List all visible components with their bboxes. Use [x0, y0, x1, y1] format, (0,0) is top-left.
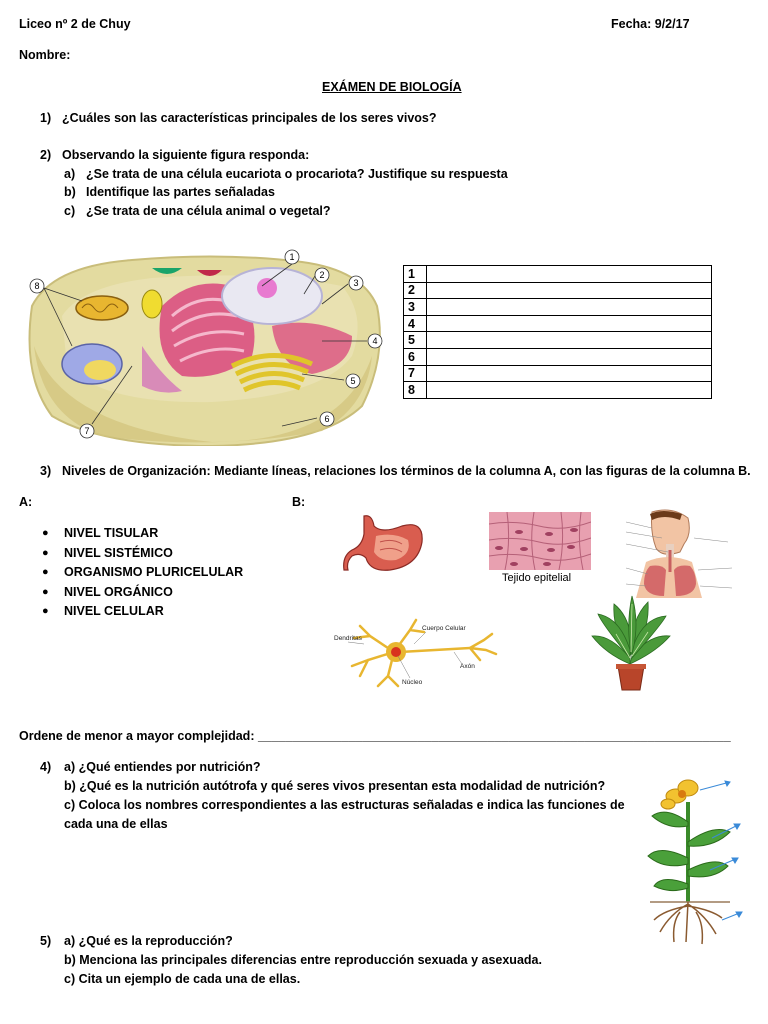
question-4-line-c-cont: cada una de ellas	[64, 817, 168, 831]
cell-callout-label: 6	[324, 414, 330, 424]
potted-plant-figure	[586, 594, 676, 694]
organization-levels-list	[40, 524, 243, 622]
question-2	[40, 148, 309, 162]
school-name: Liceo nº 2 de Chuy	[19, 17, 131, 31]
question-number: 5)	[40, 934, 52, 948]
row-number: 2	[404, 282, 427, 299]
item-letter: c)	[64, 204, 76, 218]
question-4-line-a: a) ¿Qué entiendes por nutrición?	[64, 760, 261, 774]
answer-cell[interactable]	[427, 282, 712, 299]
exam-date: Fecha: 9/2/17	[611, 17, 690, 31]
item-text: Identifique las partes señaladas	[86, 185, 275, 199]
list-item	[40, 563, 243, 583]
answer-cell[interactable]	[427, 348, 712, 365]
question-5-line-c: c) Cita un ejemplo de cada una de ellas.	[64, 972, 301, 986]
question-2-item-a	[64, 167, 508, 181]
answer-cell[interactable]	[427, 315, 712, 332]
question-1	[40, 111, 437, 125]
answer-cell[interactable]	[427, 299, 712, 316]
cell-callout-label: 3	[353, 278, 359, 288]
cell-callout-label: 8	[34, 281, 40, 291]
table-row	[404, 348, 712, 365]
answer-cell[interactable]	[427, 365, 712, 382]
question-3	[40, 464, 751, 478]
bullet-icon: ●	[42, 585, 49, 598]
level-label: NIVEL CELULAR	[64, 604, 164, 619]
question-2-item-b	[64, 185, 275, 199]
question-text: Observando la siguiente figura responda:	[62, 148, 310, 162]
cell-callout-label: 5	[350, 376, 356, 386]
item-letter: a)	[64, 167, 76, 181]
row-number: 7	[404, 365, 427, 382]
page-title: EXÁMEN DE BIOLOGÍA	[322, 80, 462, 94]
table-row	[404, 332, 712, 349]
row-number: 4	[404, 315, 427, 332]
item-letter: b)	[64, 185, 76, 199]
name-label: Nombre:	[19, 48, 71, 62]
item-text: ¿Se trata de una célula animal o vegetal?	[86, 204, 331, 218]
list-item	[40, 544, 243, 564]
bullet-icon: ●	[42, 546, 49, 559]
question-number: 3)	[40, 464, 52, 478]
cell-callout-label: 2	[319, 270, 325, 280]
column-a-label: A:	[19, 495, 33, 509]
question-4-line-c: c) Coloca los nombres correspondientes a las estructuras señaladas e indica las funciones de	[64, 798, 625, 812]
level-label: NIVEL SISTÉMICO	[64, 545, 173, 560]
row-number: 5	[404, 332, 427, 349]
flowering-plant-figure	[630, 772, 752, 950]
question-number: 2)	[40, 148, 52, 162]
animal-cell-figure	[22, 246, 394, 446]
tissue-caption: Tejido epitelial	[502, 572, 572, 584]
level-label: NIVEL TISULAR	[64, 526, 159, 540]
row-number: 1	[404, 266, 427, 283]
neuron-label-dendrites: Dendritas	[334, 635, 362, 642]
list-item	[40, 602, 243, 622]
neuron-label-axon: Axón	[460, 663, 475, 670]
bullet-icon: ●	[42, 566, 49, 579]
question-5	[40, 934, 62, 948]
row-number: 8	[404, 382, 427, 399]
respiratory-system-figure	[622, 508, 740, 598]
epithelial-tissue-figure	[489, 512, 591, 570]
question-5-line-a: a) ¿Qué es la reproducción?	[64, 934, 233, 948]
bullet-icon: ●	[42, 527, 49, 539]
question-number: 1)	[40, 111, 52, 125]
cell-callout-label: 7	[84, 426, 90, 436]
answer-cell[interactable]	[427, 266, 712, 283]
cell-callout-label: 1	[289, 252, 295, 262]
question-4	[40, 760, 62, 774]
table-row	[404, 315, 712, 332]
neuron-figure	[330, 616, 500, 690]
table-row	[404, 266, 712, 283]
column-b-label: B:	[292, 495, 306, 509]
question-text: ¿Cuáles son las características principales de los seres vivos?	[62, 111, 437, 125]
bullet-icon: ●	[42, 605, 49, 618]
list-item	[40, 524, 243, 544]
answer-cell[interactable]	[427, 382, 712, 399]
question-number: 4)	[40, 760, 52, 774]
level-label: ORGANISMO PLURICELULAR	[64, 565, 244, 580]
table-row	[404, 299, 712, 316]
neuron-label-nucleus: Núcleo	[402, 679, 423, 686]
question-5-line-b: b) Menciona las principales diferencias entre reproducción sexuada y asexuada.	[64, 953, 542, 967]
list-item	[40, 583, 243, 603]
item-text: ¿Se trata de una célula eucariota o procariota? Justifique su respuesta	[86, 167, 508, 181]
stomach-figure	[342, 512, 427, 574]
row-number: 3	[404, 299, 427, 316]
question-text: Niveles de Organización: Mediante líneas, relaciones los términos de la columna A, con las figuras de la columna B.	[62, 464, 751, 478]
question-4-line-b: b) ¿Qué es la nutrición autótrofa y qué seres vivos presentan esta modalidad de nutrición?	[64, 779, 606, 793]
cell-answer-table	[403, 265, 712, 399]
row-number: 6	[404, 348, 427, 365]
neuron-label-body: Cuerpo Celular	[422, 625, 466, 632]
answer-cell[interactable]	[427, 332, 712, 349]
table-row	[404, 365, 712, 382]
level-label: NIVEL ORGÁNICO	[64, 584, 173, 599]
question-2-item-c	[64, 204, 331, 218]
ordering-prompt: Ordene de menor a mayor complejidad: ____________________________________________________________________	[19, 729, 731, 743]
table-row	[404, 382, 712, 399]
table-row	[404, 282, 712, 299]
cell-callout-label: 4	[372, 336, 378, 346]
